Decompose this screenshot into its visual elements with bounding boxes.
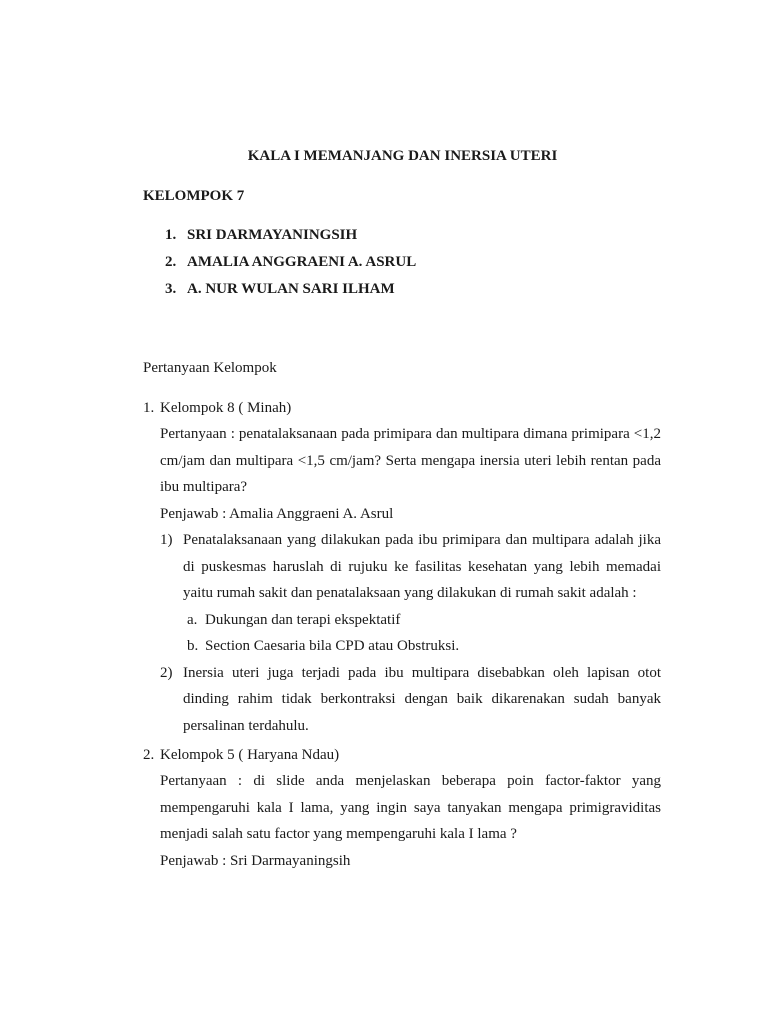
answer-sublist	[183, 607, 661, 660]
question-text: Pertanyaan : di slide anda menjelaskan beberapa poin factor-faktor yang mempengaruhi kala I lama, yang ingin saya tanyakan mengapa primigraviditas menjadi salah satu factor yang mempengaruhi kala I lama ?	[160, 773, 661, 842]
answer-subitem	[187, 607, 661, 634]
member-name: A. NUR WULAN SARI ILHAM	[187, 281, 395, 297]
question-header	[143, 742, 661, 768]
answer-number: 1)	[160, 532, 173, 548]
member-item	[165, 226, 416, 253]
question-header	[143, 395, 661, 421]
subitem-text: Section Caesaria bila CPD atau Obstruksi.	[205, 638, 460, 654]
member-name: SRI DARMAYANINGSIH	[187, 227, 358, 243]
answerer-text: Penjawab : Amalia Anggraeni A. Asrul	[160, 505, 394, 522]
question-block	[143, 395, 661, 739]
subitem-text: Dukungan dan terapi ekspektatif	[205, 611, 401, 628]
answer-item	[160, 527, 661, 660]
member-number: 1.	[165, 227, 177, 243]
question-group: Kelompok 8 ( Minah)	[160, 400, 292, 416]
subitem-letter: b.	[187, 638, 199, 654]
question-body	[160, 768, 661, 874]
group-heading: KELOMPOK 7	[143, 188, 245, 204]
member-item	[165, 280, 416, 307]
member-number: 3.	[165, 281, 177, 297]
question-body	[160, 421, 661, 739]
answer-list	[160, 527, 661, 739]
answerer-text: Penjawab : Sri Darmayaningsih	[160, 852, 351, 869]
document-title: KALA I MEMANJANG DAN INERSIA UTERI	[247, 148, 558, 164]
answer-number: 2)	[160, 664, 173, 681]
question-number: 2.	[143, 747, 155, 763]
answer-item	[160, 660, 661, 740]
subitem-letter: a.	[187, 611, 198, 628]
member-number: 2.	[165, 254, 177, 270]
member-name: AMALIA ANGGRAENI A. ASRUL	[187, 254, 417, 270]
member-list	[165, 226, 416, 307]
question-block	[143, 742, 661, 874]
member-item	[165, 253, 416, 280]
question-group: Kelompok 5 ( Haryana Ndau)	[160, 747, 340, 763]
answer-subitem	[187, 633, 661, 660]
answer-text: Inersia uteri juga terjadi pada ibu multipara disebabkan oleh lapisan otot dinding rahim tidak berkontraksi dengan baik dikarenakan sudah banyak persalinan terdahulu.	[183, 664, 661, 734]
question-number: 1.	[143, 400, 155, 416]
answer-text: Penatalaksanaan yang dilakukan pada ibu primipara dan multipara adalah jika di puskesmas haruslah di rujuku ke fasilitas kesehatan yang lebih memadai yaitu rumah sakit dan penatalaksaan yang dilakukan di rumah sakit adalah :	[183, 532, 661, 601]
section-heading: Pertanyaan Kelompok	[143, 360, 277, 376]
question-text: Pertanyaan : penatalaksanaan pada primipara dan multipara dimana primipara <1,2 cm/jam dan multipara <1,5 cm/jam? Serta mengapa inersia uteri lebih rentan pada ibu multipara?	[160, 426, 661, 495]
